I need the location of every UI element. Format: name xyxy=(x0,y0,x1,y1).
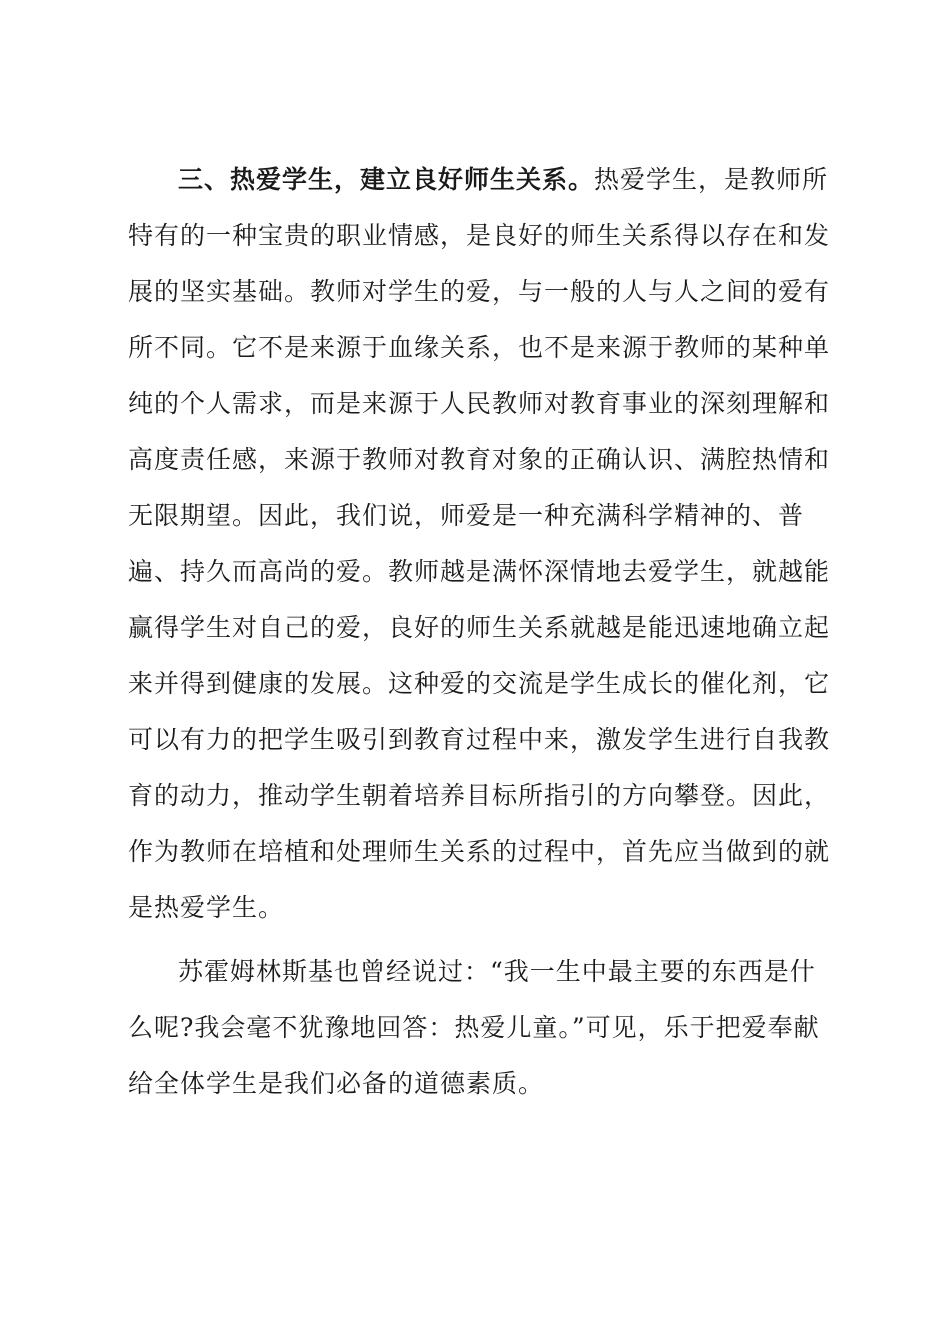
paragraph-line: 特有的一种宝贵的职业情感，是良好的师生关系得以存在和发 xyxy=(128,221,831,250)
paragraph-line: 么呢?我会毫不犹豫地回答：热爱儿童。”可见，乐于把爱奉献 xyxy=(128,1013,820,1042)
paragraph-line: 给全体学生是我们必备的道德素质。 xyxy=(128,1069,545,1098)
paragraph-sukhomlinsky-quote xyxy=(128,944,828,1112)
document-body xyxy=(128,152,831,1112)
paragraph-line: 无限期望。因此，我们说，师爱是一种充满科学精神的、普 xyxy=(128,501,805,530)
paragraph-line: 展的坚实基础。教师对学生的爱，与一般的人与人之间的爱有 xyxy=(128,277,831,306)
section-heading: 三、热爱学生，建立良好师生关系。 xyxy=(178,165,595,194)
paragraph-text: 热爱学生，是教师所 xyxy=(594,165,829,194)
paragraph-line xyxy=(128,152,828,208)
paragraph-line: 是热爱学生。 xyxy=(128,893,285,922)
paragraph-line: 苏霍姆林斯基也曾经说过：“我一生中最主要的东西是什 xyxy=(178,957,816,986)
paragraph-line: 作为教师在培植和处理师生关系的过程中，首先应当做到的就 xyxy=(128,837,831,866)
paragraph-teacher-love xyxy=(128,152,831,936)
paragraph-line: 可以有力的把学生吸引到教育过程中来，激发学生进行自我教 xyxy=(128,725,831,754)
paragraph-spacer xyxy=(128,936,828,944)
paragraph-line: 高度责任感，来源于教师对教育对象的正确认识、满腔热情和 xyxy=(128,445,831,474)
paragraph-line: 遍、持久而高尚的爱。教师越是满怀深情地去爱学生，就越能 xyxy=(128,557,831,586)
paragraph-line: 纯的个人需求，而是来源于人民教师对教育事业的深刻理解和 xyxy=(128,389,831,418)
paragraph-line: 赢得学生对自己的爱，良好的师生关系就越是能迅速地确立起 xyxy=(128,613,831,642)
paragraph-line: 所不同。它不是来源于血缘关系，也不是来源于教师的某种单 xyxy=(128,333,831,362)
paragraph-line: 来并得到健康的发展。这种爱的交流是学生成长的催化剂，它 xyxy=(128,669,831,698)
paragraph-line: 育的动力，推动学生朝着培养目标所指引的方向攀登。因此， xyxy=(128,781,831,810)
